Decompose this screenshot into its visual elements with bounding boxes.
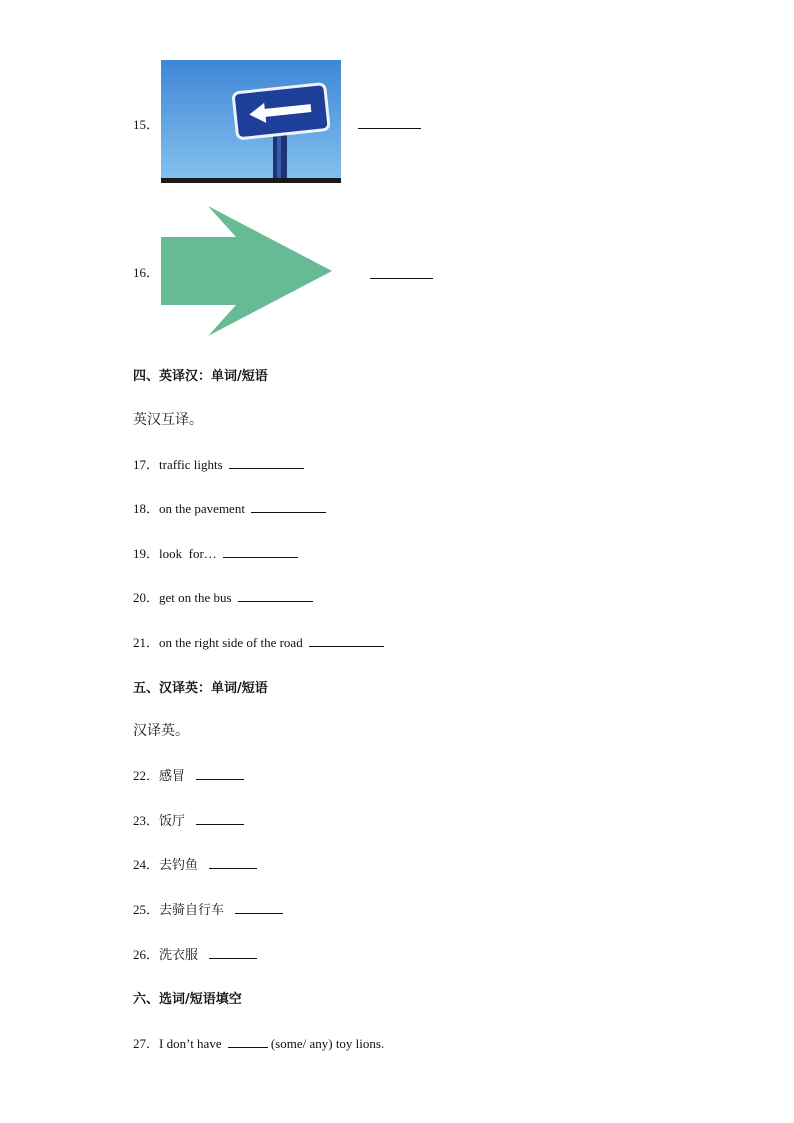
section-instruction: 汉译英。: [133, 723, 189, 739]
question-number: 21．: [133, 635, 160, 650]
answer-blank[interactable]: [228, 1035, 268, 1048]
question-number: 15．: [133, 117, 160, 132]
question-text: 饭厅: [159, 814, 186, 829]
right-arrow-image: [161, 206, 332, 336]
question-text: 去钓鱼: [159, 858, 199, 873]
question-item: [133, 899, 283, 918]
section-heading: 五、汉译英：单词/短语: [133, 681, 268, 696]
question-number: 26．: [133, 947, 160, 962]
question-number: 24．: [133, 857, 160, 872]
question-number: 17．: [133, 457, 160, 472]
left-arrow-sign-icon: [161, 60, 341, 183]
question-text: get on the bus: [159, 590, 232, 605]
question-number: 25．: [133, 902, 160, 917]
question-item: [133, 587, 313, 606]
answer-blank[interactable]: [209, 856, 257, 869]
section-heading: 六、选词/短语填空: [133, 992, 242, 1007]
question-text: look for…: [159, 546, 217, 561]
answer-blank[interactable]: [358, 114, 421, 129]
question-item: [133, 1033, 384, 1052]
question-text: 洗衣服: [159, 948, 199, 963]
question-item: [133, 854, 257, 873]
answer-blank[interactable]: [196, 767, 244, 780]
question-number: 18．: [133, 501, 160, 516]
question-text: on the right side of the road: [159, 635, 303, 650]
question-number: 16．: [133, 265, 160, 280]
question-item: [133, 454, 304, 473]
question-item: [133, 944, 257, 963]
question-number: 23．: [133, 813, 160, 828]
question-item: [133, 498, 326, 517]
answer-blank[interactable]: [235, 901, 283, 914]
question-number: 27．: [133, 1036, 160, 1051]
question-text: 感冒: [159, 769, 186, 784]
answer-blank[interactable]: [370, 264, 433, 279]
question-item: [133, 543, 298, 562]
question-number: 19．: [133, 546, 160, 561]
answer-blank[interactable]: [229, 456, 304, 469]
question-text: traffic lights: [159, 457, 223, 472]
question-item: [133, 632, 384, 651]
answer-blank[interactable]: [309, 634, 384, 647]
answer-blank[interactable]: [223, 545, 298, 558]
right-arrow-icon: [161, 206, 332, 336]
section-instruction: 英汉互译。: [133, 412, 203, 428]
question-text-after: (some/ any) toy lions.: [270, 1036, 385, 1051]
question-number: 22．: [133, 768, 160, 783]
question-number: 20．: [133, 590, 160, 605]
question-text: 去骑自行车: [159, 903, 225, 918]
question-text: on the pavement: [159, 501, 245, 516]
answer-blank[interactable]: [209, 946, 257, 959]
question-item: [133, 765, 244, 784]
section-heading: 四、英译汉：单词/短语: [133, 369, 268, 384]
left-arrow-sign-image: [161, 60, 341, 183]
question-text-before: I don’t have: [159, 1036, 222, 1051]
answer-blank[interactable]: [196, 812, 244, 825]
answer-blank[interactable]: [251, 500, 326, 513]
question-item: [133, 810, 244, 829]
answer-blank[interactable]: [238, 589, 313, 602]
